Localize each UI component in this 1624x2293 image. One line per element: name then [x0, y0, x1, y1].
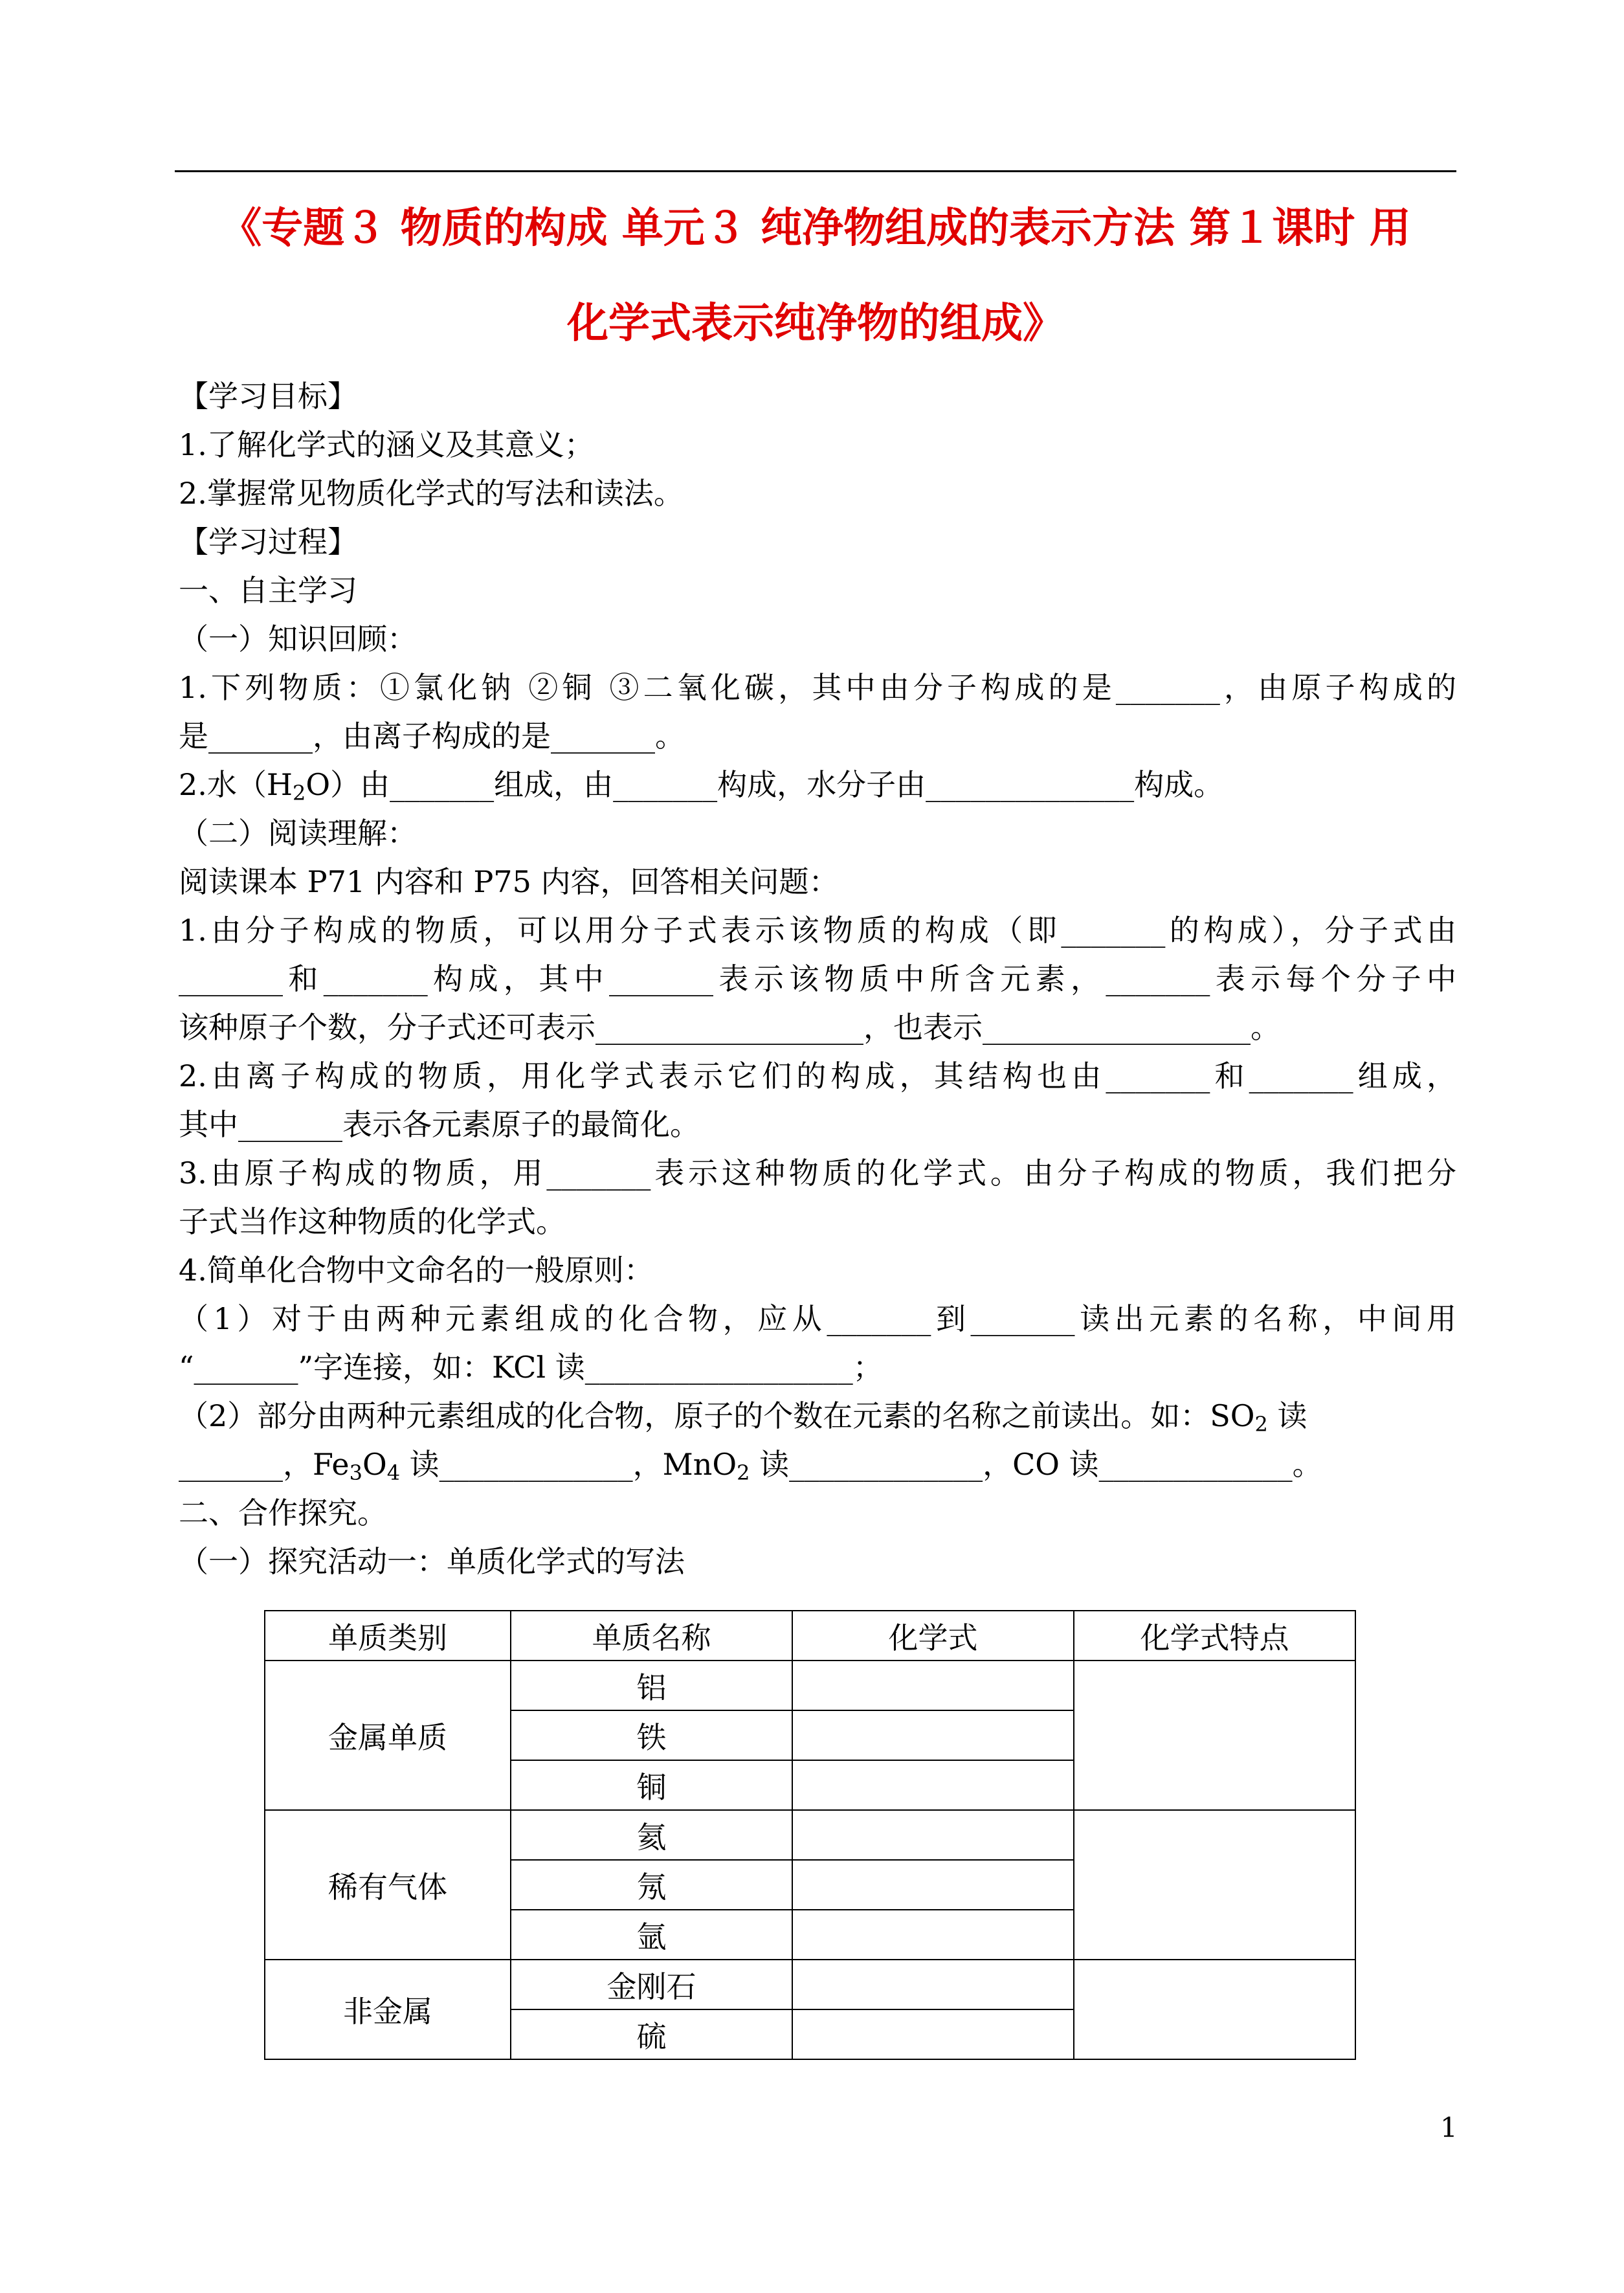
rule-1-line2: “_______”字连接，如：KCl 读__________________； [179, 1350, 883, 1385]
table-header: 化学式 [792, 1611, 1074, 1661]
table-header: 单质类别 [265, 1611, 511, 1661]
reading-3-line1: 3.由原子构成的物质，用_______表示这种物质的化学式。由分子构成的物质，我们把分 [179, 1156, 1456, 1191]
rule-2-text-a: （2）部分由两种元素组成的化合物，原子的个数在元素的名称之前读出。如：SO [179, 1398, 1255, 1433]
name-cell: 氖 [511, 1860, 792, 1910]
subscript: 2 [293, 781, 306, 805]
name-cell: 铜 [511, 1760, 792, 1810]
question-2 [179, 761, 1456, 809]
feature-cell [1074, 1661, 1355, 1810]
formula-cell [792, 1760, 1074, 1810]
doc-body [179, 372, 1456, 1586]
rule-2-line2-b: O [362, 1447, 387, 1482]
table-row [265, 1661, 1355, 1710]
question-2-text-a: 2.水（H [179, 767, 293, 802]
name-cell: 硫 [511, 2009, 792, 2059]
name-cell: 氦 [511, 1810, 792, 1860]
rule-2-line2 [179, 1440, 1456, 1489]
element-formula-table [264, 1610, 1356, 2060]
reading-1-line3: 该种原子个数，分子式还可表示__________________，也表示__________________。 [179, 1010, 1280, 1045]
table-row [265, 1810, 1355, 1860]
page-number: 1 [1440, 2112, 1458, 2143]
doc-title-line1: 《专题３ 物质的构成 单元３ 纯净物组成的表示方法 第１课时 用 [220, 204, 1411, 252]
rule-2-line2-a: _______，Fe [179, 1447, 350, 1482]
name-cell: 氩 [511, 1910, 792, 1960]
doc-title-line2: 化学式表示纯净物的组成》 [567, 299, 1064, 348]
activity-1-heading: （一）探究活动一：单质化学式的写法 [179, 1544, 685, 1579]
rule-2-line2-d: 读_____________，CO 读_____________。 [750, 1447, 1322, 1482]
formula-cell [792, 2009, 1074, 2059]
formula-cell [792, 1661, 1074, 1710]
table-row [265, 1960, 1355, 2009]
formula-cell [792, 1960, 1074, 2009]
subscript: 2 [737, 1460, 750, 1485]
part-heading-self-study: 一、自主学习 [179, 573, 357, 608]
rule-1-line1: （1）对于由两种元素组成的化合物，应从_______到_______读出元素的名称，中间用 [179, 1301, 1456, 1336]
reading-4-heading: 4.简单化合物中文命名的一般原则： [179, 1253, 654, 1288]
table-header-row [265, 1611, 1355, 1661]
question-1-line1: 1.下列物质：①氯化钠 ②铜 ③二氧化碳，其中由分子构成的是_______，由原子构成的 [179, 670, 1456, 705]
sub-heading-reading: （二）阅读理解： [179, 816, 417, 851]
formula-cell [792, 1860, 1074, 1910]
category-cell: 非金属 [265, 1960, 511, 2059]
reading-instruction: 阅读课本 P71 内容和 P75 内容，回答相关问题： [179, 864, 839, 899]
header-rule [175, 170, 1456, 172]
reading-2-line2: 其中_______表示各元素原子的最简化。 [179, 1107, 700, 1142]
name-cell: 金刚石 [511, 1960, 792, 2009]
subscript: 2 [1254, 1412, 1268, 1437]
sub-heading-review: （一）知识回顾： [179, 621, 417, 656]
reading-1-line2: _______和_______构成，其中_______表示该物质中所含元素，_______表示每个分子中 [179, 961, 1456, 996]
rule-2-line1 [179, 1392, 1456, 1440]
category-cell: 稀有气体 [265, 1810, 511, 1960]
objective-1: 1.了解化学式的涵义及其意义； [179, 427, 594, 462]
feature-cell [1074, 1810, 1355, 1960]
subscript: 3 [349, 1460, 362, 1485]
name-cell: 铝 [511, 1661, 792, 1710]
formula-cell [792, 1810, 1074, 1860]
reading-1-line1: 1.由分子构成的物质，可以用分子式表示该物质的构成（即_______的构成），分子式由 [179, 913, 1456, 948]
reading-2-line1: 2.由离子构成的物质，用化学式表示它们的构成，其结构也由_______和_______组成， [179, 1058, 1456, 1093]
objective-2: 2.掌握常见物质化学式的写法和读法。 [179, 476, 684, 511]
formula-cell [792, 1710, 1074, 1760]
category-cell: 金属单质 [265, 1661, 511, 1810]
feature-cell [1074, 1960, 1355, 2059]
part-heading-inquiry: 二、合作探究。 [179, 1495, 387, 1530]
question-2-text-b: O）由_______组成，由_______构成，水分子由______________构成。 [306, 767, 1224, 802]
reading-3-line2: 子式当作这种物质的化学式。 [179, 1204, 566, 1239]
section-heading-process: 【学习过程】 [179, 524, 357, 559]
subscript: 4 [386, 1460, 401, 1485]
rule-2-line2-c: 读_____________，MnO [400, 1447, 737, 1482]
question-1-line2: 是_______，由离子构成的是_______。 [179, 719, 685, 754]
name-cell: 铁 [511, 1710, 792, 1760]
table-header: 化学式特点 [1074, 1611, 1355, 1661]
formula-cell [792, 1910, 1074, 1960]
rule-2-text-b: 读 [1267, 1398, 1307, 1433]
section-heading-objectives: 【学习目标】 [179, 379, 357, 414]
table-header: 单质名称 [511, 1611, 792, 1661]
